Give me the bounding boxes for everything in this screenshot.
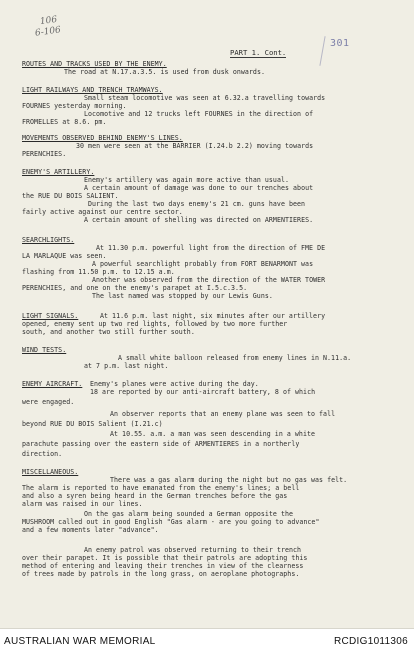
section-line: Enemy's planes were active during the day. [90,380,259,388]
section-line: Another was observed from the direction of the WATER TOWER [92,276,326,284]
section-line: The road at N.17.a.3.5. is used from dusk onwards. [64,68,265,76]
section-heading: MOVEMENTS OBSERVED BEHIND ENEMY'S LINES. [22,134,183,142]
pencil-annotation: 106 [39,14,58,28]
stamp-mark [319,36,325,66]
section-line: flashing from 11.50 p.m. to 12.15 a.m. [22,268,175,276]
section-heading: LIGHT SIGNALS. [22,312,79,320]
section-line: Enemy's artillery was again more active than usual. [84,176,290,184]
section-line: of trees made by patrols in the long grass, on aeroplane photographs. [22,570,300,578]
section-line: 30 men were seen at the BARRIER (I.24.b 2.2) moving towards [76,142,314,150]
section-line: 18 are reported by our anti-aircraft battery, 8 of which [90,388,316,396]
section-line: A certain amount of shelling was directed on ARMENTIERES. [84,216,314,224]
pencil-annotation-sub: 6-106 [34,25,62,39]
part-header-text: PART 1. Cont. [230,48,287,57]
section-heading: ENEMY'S ARTILLERY. [22,168,95,176]
section-line: On the gas alarm being sounded a German opposite the [84,510,294,518]
section-line: FOURNES yesterday morning. [22,102,127,110]
section-line: During the last two days enemy's 21 cm. guns have been [88,200,306,208]
section-heading: MISCELLANEOUS. [22,468,79,476]
section-line: PERENCHIES, and one on the enemy's parapet at I.5.c.3.5. [22,284,248,292]
section-line: A small white balloon released from enemy lines in N.11.a. [118,354,352,362]
section-line: at 7 p.m. last night. [84,362,169,370]
section-line: At 10.55. a.m. a man was seen descending in a white [110,430,316,438]
section-line: LA MARLAQUE was seen. [22,252,107,260]
section-heading: ENEMY AIRCRAFT. [22,380,83,388]
section-line: An observer reports that an enemy plane was seen to fall [110,410,336,418]
section-heading: ROUTES AND TRACKS USED BY THE ENEMY. [22,60,167,68]
section-line: opened, enemy sent up two red lights, followed by two more further [22,320,288,328]
page-stamp-number: 301 [330,38,350,49]
section-line: MUSHROOM called out in good English "Gas alarm - are you going to advance" [22,518,320,526]
section-line: FROMELLES at 8.6. pm. [22,118,107,126]
section-line: The alarm is reported to have emanated from the enemy's lines; a bell [22,484,300,492]
section-line: were engaged. [22,398,75,406]
section-line: At 11.6 p.m. last night, six minutes after our artillery [100,312,326,320]
section-line: beyond RUE DU BOIS Salient (I.21.c) [22,420,163,428]
section-line: the RUE DU BOIS SALIENT. [22,192,119,200]
archive-footer [0,628,414,654]
section-line: fairly active against our centre sector. [22,208,183,216]
section-line: method of entering and leaving their trenches in view of the clearness [22,562,304,570]
section-line: A powerful searchlight probably from FORT BENARMONT was [92,260,314,268]
section-line: Small steam locomotive was seen at 6.32.a travelling towards [84,94,326,102]
section-line: south, and another two still further south. [22,328,195,336]
archive-name: AUSTRALIAN WAR MEMORIAL [4,636,156,647]
section-line: direction. [22,450,63,458]
record-id: RCDIG1011306 [333,636,408,647]
section-line: The last named was stopped by our Lewis Guns. [92,292,273,300]
section-line: There was a gas alarm during the night but no gas was felt. [110,476,348,484]
section-line: A certain amount of damage was done to our trenches about [84,184,314,192]
section-line: and a few moments later "advance". [22,526,159,534]
section-line: At 11.30 p.m. powerful light from the direction of FME DE [96,244,326,252]
section-line: An enemy patrol was observed returning to their trench [84,546,302,554]
section-heading: LIGHT RAILWAYS AND TRENCH TRAMWAYS. [22,86,163,94]
section-heading: WIND TESTS. [22,346,67,354]
section-line: and also a syren being heard in the German trenches before the gas [22,492,288,500]
section-line: Locomotive and 12 trucks left FOURNES in the direction of [84,110,314,118]
section-line: over their parapet. It is possible that their patrols are adopting this [22,554,308,562]
part-header [230,48,286,58]
section-line: alarm was raised in our lines. [22,500,143,508]
section-line: parachute passing over the eastern side of ARMENTIERES in a northerly [22,440,300,448]
section-line: PERENCHIES. [22,150,67,158]
section-heading: SEARCHLIGHTS. [22,236,75,244]
